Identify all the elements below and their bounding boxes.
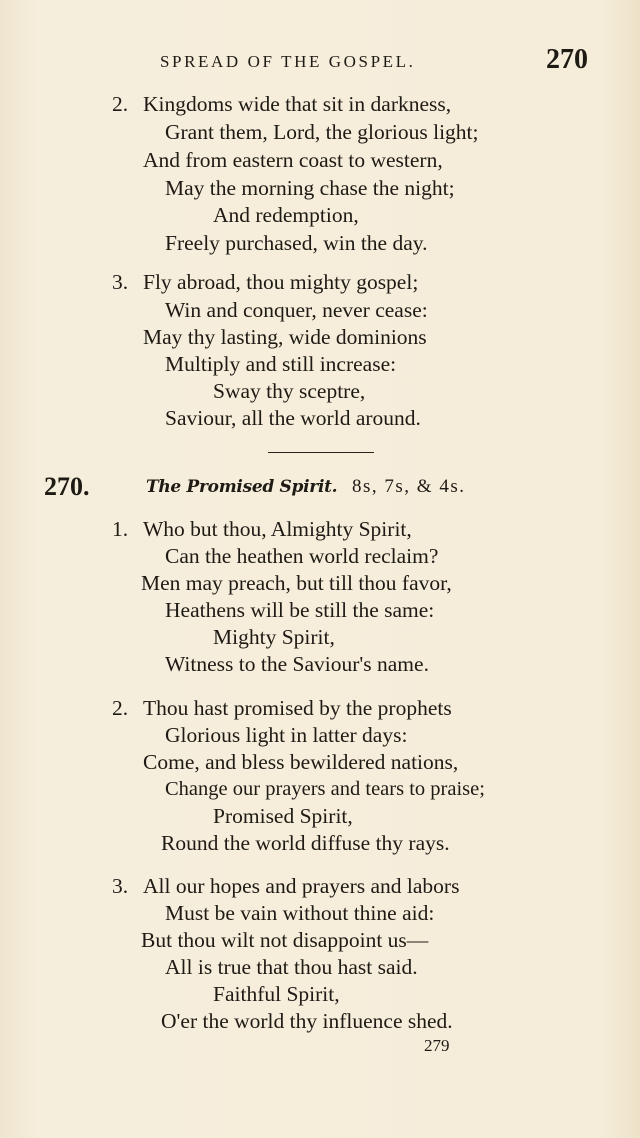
verse-line: Kingdoms wide that sit in darkness, [143,92,452,116]
verse-line: O'er the world thy influence shed. [161,1009,453,1033]
verse-line: Who but thou, Almighty Spirit, [143,517,412,541]
verse-line: Witness to the Saviour's name. [165,652,429,676]
verse-line: And from eastern coast to western, [143,148,443,172]
verse-line: Must be vain without thine aid: [165,901,435,925]
stanza-number: 2. [112,696,129,720]
section-divider [268,452,374,453]
stanza-number: 1. [112,517,129,541]
verse-line: And redemption, [213,203,359,227]
verse-line: Heathens will be still the same: [165,598,435,622]
verse-line: Promised Spirit, [213,804,353,828]
verse-line: Grant them, Lord, the glorious light; [165,120,479,144]
stanza-number: 2. [112,92,129,116]
verse-line: Faithful Spirit, [213,982,340,1006]
stanza-number: 3. [112,270,129,294]
verse-line: Freely purchased, win the day. [165,231,428,255]
verse-line: But thou wilt not disappoint us— [141,928,429,952]
verse-line: May the morning chase the night; [165,176,455,200]
verse-line: All our hopes and prayers and labors [143,874,460,898]
verse-line: Sway thy sceptre, [213,379,366,403]
verse-line: Come, and bless bewildered nations, [143,750,459,774]
verse-line: Change our prayers and tears to praise; [165,778,485,800]
verse-line: Glorious light in latter days: [165,723,408,747]
page-number: 279 [424,1036,450,1055]
running-title: SPREAD OF THE GOSPEL. [160,52,416,71]
verse-line: Mighty Spirit, [213,625,335,649]
hymn-meter: 8s, 7s, & 4s. [352,476,466,497]
verse-line: Round the world diffuse thy rays. [161,831,450,855]
verse-line: Multiply and still increase: [165,352,397,376]
stanza-number: 3. [112,874,129,898]
verse-line: Saviour, all the world around. [165,406,421,430]
verse-line: Win and conquer, never cease: [165,298,428,322]
hymn-title: The Promised Spirit. [146,477,338,497]
verse-line: Fly abroad, thou mighty gospel; [143,270,419,294]
verse-line: All is true that thou hast said. [165,955,418,979]
hymn-number: 270. [44,472,90,501]
page-hymn-number: 270 [546,44,588,75]
verse-line: Can the heathen world reclaim? [165,544,439,568]
verse-line: Thou hast promised by the prophets [143,696,452,720]
verse-line: May thy lasting, wide dominions [143,325,427,349]
verse-line: Men may preach, but till thou favor, [141,571,452,595]
